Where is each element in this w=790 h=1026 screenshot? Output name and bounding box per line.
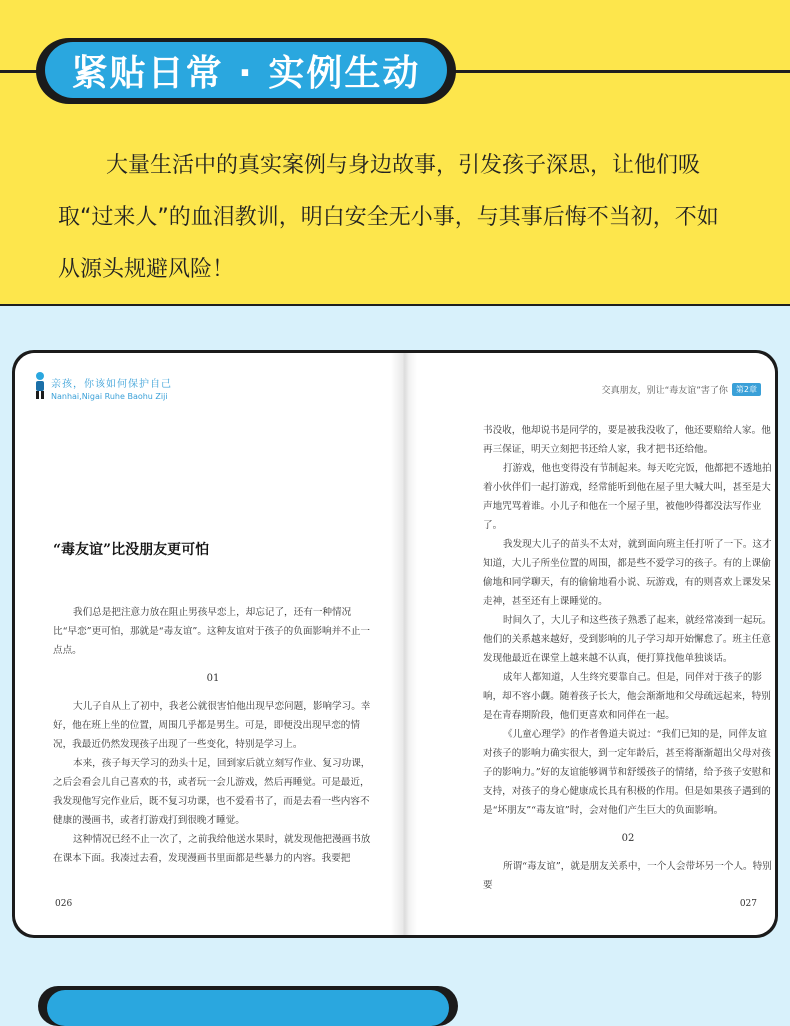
next-banner-pill xyxy=(47,990,449,1026)
left-paragraph: 我们总是把注意力放在阻止男孩早恋上，却忘记了，还有一种情况比“早恋”更可怕，那就是“毒友谊”。这种友谊对于孩子的负面影响并不止一点点。 xyxy=(53,607,371,656)
chapter-badge: 第2章 xyxy=(732,383,761,396)
book-gutter xyxy=(391,353,417,935)
section-number: 02 xyxy=(621,833,635,844)
chapter-title: “毒友谊”比没朋友更可怕 xyxy=(53,542,210,558)
right-paragraph: 时间久了，大儿子和这些孩子熟悉了起来，就经常凑到一起玩。他们的关系越来越好，受到影响的儿子学习却开始懈怠了。班主任意发现他最近在课堂上越来越不认真，便打算找他单独谈话。 xyxy=(483,615,772,664)
left-page-number: 026 xyxy=(55,899,73,909)
intro-paragraph xyxy=(58,140,738,296)
right-header-title: 交真朋友，别让“毒友谊”害了你 xyxy=(601,386,728,396)
intro-text: 大量生活中的真实案例与身边故事，引发孩子深思，让他们吸取“过来人”的血泪教训，明白安全无小事，与其事后悔不当初，不如从源头规避风险！ xyxy=(58,153,719,282)
right-page-number: 027 xyxy=(739,899,757,909)
banner-pill xyxy=(45,42,447,98)
left-paragraph: 本来，孩子每天学习的劲头十足，回到家后就立刻写作业、复习功课，之后会看会儿自己喜欢的书，或者玩一会儿游戏，然后再睡觉。可是最近，我发现他写完作业后，既不复习功课，也不爱看书了，而是去看一些内容不健康的漫画书，或者打游戏打到很晚才睡觉。 xyxy=(53,758,371,826)
right-body-text xyxy=(483,421,773,895)
right-paragraph: 打游戏，他也变得没有节制起来。每天吃完饭，他都把不透地拍着小伙伴们一起打游戏，经常能听到他在屋子里大喊大叫，甚至是大声地咒骂着谁。小儿子和他在一个屋子里，被他吵得都没法写作业了。 xyxy=(483,463,772,531)
banner-title: 紧贴日常 · 实例生动 xyxy=(71,52,421,94)
right-paragraph: 《儿童心理学》的作者鲁道夫说过：“我们已知的是，同伴友谊对孩子的影响力确实很大，到一定年龄后，甚至将渐渐超出父母对孩子的影响力。”好的友谊能够调节和舒缓孩子的情绪，给予孩子安慰和支持，对孩子的身心健康成长具有积极的作用。但是如果孩子遇到的是“坏朋友”“毒友谊”时，会对他们产生巨大的负面影响。 xyxy=(483,729,771,816)
banner-bottom-line xyxy=(0,304,790,306)
right-page xyxy=(403,353,775,935)
right-running-header xyxy=(602,383,761,396)
section-number: 01 xyxy=(206,673,220,684)
left-running-header xyxy=(51,375,172,401)
right-paragraph: 所谓“毒友谊”，就是朋友关系中，一个人会带坏另一个人。特别要 xyxy=(483,861,772,891)
right-paragraph: 成年人都知道，人生终究要靠自己。但是，同伴对于孩子的影响，却不容小觑。随着孩子长大，他会渐渐地和父母疏远起来，特别是在青春期阶段，他们更喜欢和同伴在一起。 xyxy=(483,672,771,721)
left-header-pinyin: Nanhai,Nigai Ruhe Baohu Ziji xyxy=(51,392,168,401)
left-header-title: 亲孩，你该如何保护自己 xyxy=(51,379,172,390)
left-paragraph: 这种情况已经不止一次了，之前我给他送水果时，就发现他把漫画书放在课本下面。我凑过去看，发现漫画书里面都是些暴力的内容。我要把 xyxy=(53,834,371,864)
boy-figure-icon xyxy=(33,371,47,401)
left-paragraph: 大儿子自从上了初中，我老公就很害怕他出现早恋问题，影响学习。幸好，他在班上坐的位置，周围几乎都是男生。可是，即便没出现早恋的情况，我最近仍然发现孩子出现了一些变化，特别是学习上。 xyxy=(53,701,371,750)
left-body-text xyxy=(53,603,373,868)
left-page xyxy=(15,353,403,935)
right-paragraph: 书没收，他却说书是同学的，要是被我没收了，他还要赔给人家。他再三保证，明天立刻把书还给人家，我才把书还给他。 xyxy=(483,425,771,455)
right-paragraph: 我发现大儿子的苗头不太对，就到面向班主任打听了一下。这才知道，大儿子所坐位置的周围，都是些不爱学习的孩子。有的上课偷偷地和同学聊天，有的偷偷地看小说、玩游戏，有的则喜欢上课发呆走神，甚至还有上课睡觉的。 xyxy=(483,539,772,607)
book-spread xyxy=(15,353,775,935)
book-spread-frame xyxy=(12,350,778,938)
